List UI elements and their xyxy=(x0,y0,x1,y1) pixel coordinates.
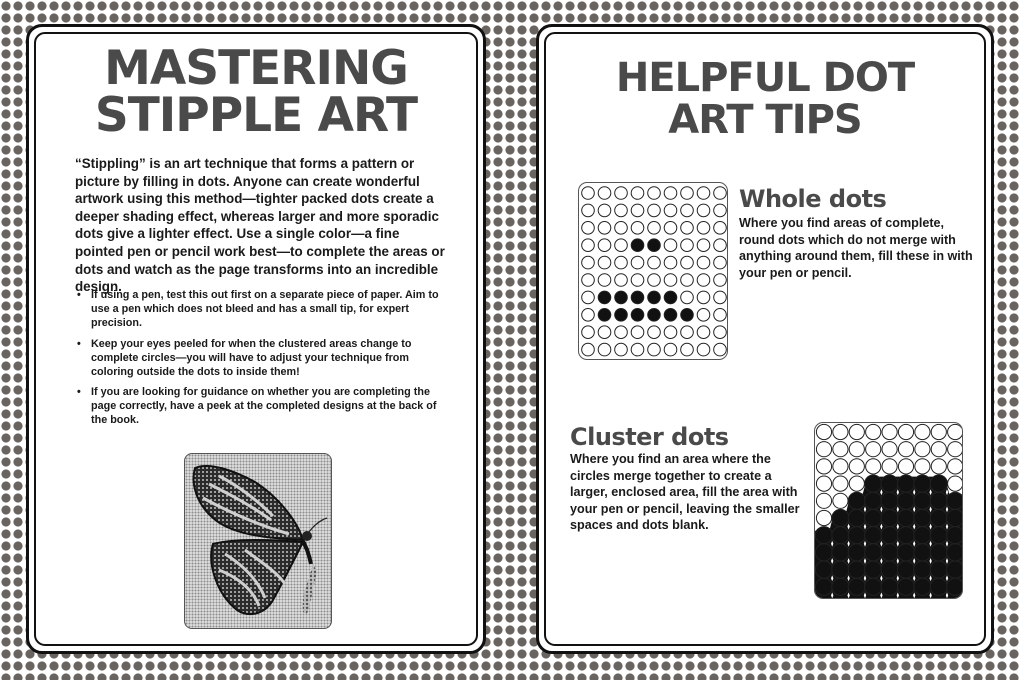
dot xyxy=(615,291,628,304)
dot xyxy=(615,187,628,200)
title-line: STIPPLE ART xyxy=(94,88,418,143)
dot xyxy=(849,459,864,474)
dot xyxy=(615,326,628,339)
dot xyxy=(648,222,661,235)
dot xyxy=(714,309,727,322)
cluster-dots-example-icon xyxy=(814,422,963,599)
dot xyxy=(816,442,831,457)
dot xyxy=(947,578,963,595)
dot xyxy=(833,442,848,457)
dot xyxy=(897,578,914,595)
dot xyxy=(648,256,661,269)
dot xyxy=(914,475,931,492)
dot xyxy=(714,222,727,235)
butterfly-stipple-icon xyxy=(184,453,332,629)
dot xyxy=(664,204,677,217)
dot xyxy=(930,578,947,595)
dot xyxy=(582,326,595,339)
dot xyxy=(865,475,882,492)
title-line: ART TIPS xyxy=(668,97,862,143)
dot xyxy=(664,309,677,322)
dot xyxy=(648,204,661,217)
whole-dots-example-icon xyxy=(578,182,728,360)
dot xyxy=(815,527,832,544)
dot xyxy=(848,527,865,544)
dot xyxy=(681,326,694,339)
dot xyxy=(681,187,694,200)
dot xyxy=(631,343,644,356)
dot xyxy=(615,343,628,356)
dot xyxy=(582,222,595,235)
title-line: HELPFUL DOT xyxy=(615,55,915,101)
dot xyxy=(681,239,694,252)
dot xyxy=(631,187,644,200)
dot xyxy=(948,442,963,457)
dot xyxy=(598,343,611,356)
dot xyxy=(598,309,611,322)
dot xyxy=(881,475,898,492)
dot xyxy=(915,424,930,439)
dot xyxy=(930,475,947,492)
dot xyxy=(849,442,864,457)
dot xyxy=(848,509,865,526)
dot xyxy=(832,561,849,578)
dot xyxy=(631,326,644,339)
dot xyxy=(897,475,914,492)
dot xyxy=(631,309,644,322)
dot xyxy=(648,326,661,339)
dot xyxy=(914,509,931,526)
dot xyxy=(631,204,644,217)
dot xyxy=(697,256,710,269)
dot xyxy=(664,274,677,287)
page-title xyxy=(539,57,991,141)
dot xyxy=(714,326,727,339)
dot xyxy=(865,509,882,526)
dot xyxy=(832,544,849,561)
dot xyxy=(898,442,913,457)
dot xyxy=(615,256,628,269)
dot xyxy=(930,527,947,544)
dot xyxy=(681,256,694,269)
dot xyxy=(815,561,832,578)
dot xyxy=(881,509,898,526)
dot xyxy=(832,527,849,544)
dot xyxy=(881,578,898,595)
dot xyxy=(947,527,963,544)
dot xyxy=(664,343,677,356)
dot xyxy=(631,256,644,269)
dot xyxy=(664,291,677,304)
dot xyxy=(714,256,727,269)
dot xyxy=(915,459,930,474)
dot xyxy=(681,291,694,304)
tip-item: • If you are looking for guidance on whether you are completing the page correctly, have a peek at the completed designs at the back of the book. xyxy=(75,386,441,428)
dot xyxy=(930,509,947,526)
dot xyxy=(897,544,914,561)
gap-mark xyxy=(962,575,963,581)
dot xyxy=(948,424,963,439)
dot xyxy=(714,274,727,287)
dot xyxy=(648,239,661,252)
dot xyxy=(664,187,677,200)
dot xyxy=(930,544,947,561)
dot xyxy=(598,256,611,269)
dot xyxy=(931,424,946,439)
intro-paragraph: “Stippling” is an art technique that forms a pattern or picture by filling in dots. Anyone can create wonderful artwork using this method—tighter packed dots create a deeper shading effect, whereas larger and more sporadic dots give a lighter effect. Use a single color—a fine pointed pen or pencil work best—to complete the areas or dots and watch as the page transforms into an incredible design. xyxy=(75,156,445,295)
dot xyxy=(930,492,947,509)
dot xyxy=(866,442,881,457)
dot xyxy=(714,291,727,304)
right-page xyxy=(536,24,994,654)
dot xyxy=(815,578,832,595)
dot xyxy=(931,459,946,474)
gap-mark xyxy=(962,592,963,598)
dot xyxy=(897,527,914,544)
dot xyxy=(849,476,864,491)
dot xyxy=(631,222,644,235)
dot xyxy=(848,578,865,595)
cluster-dots-heading: Cluster dots xyxy=(570,423,729,451)
dot xyxy=(833,459,848,474)
dot xyxy=(598,204,611,217)
dot xyxy=(615,239,628,252)
dot xyxy=(598,222,611,235)
dot xyxy=(631,274,644,287)
dot xyxy=(816,459,831,474)
dot xyxy=(865,527,882,544)
dot xyxy=(664,222,677,235)
dot xyxy=(833,476,848,491)
dot xyxy=(697,343,710,356)
dot xyxy=(582,256,595,269)
whole-dots-text: Where you find areas of complete, round dots which do not merge with anything around them, fill these in with your pen or pencil. xyxy=(739,216,973,280)
dot xyxy=(697,274,710,287)
dot xyxy=(948,476,963,491)
dot xyxy=(832,578,849,595)
dot xyxy=(898,424,913,439)
dot xyxy=(897,509,914,526)
dot xyxy=(948,459,963,474)
dot xyxy=(615,274,628,287)
dot xyxy=(598,187,611,200)
dot xyxy=(681,222,694,235)
dot xyxy=(681,274,694,287)
dot xyxy=(714,187,727,200)
dot xyxy=(648,343,661,356)
dot xyxy=(914,492,931,509)
dot xyxy=(947,561,963,578)
dot xyxy=(664,256,677,269)
dot xyxy=(914,578,931,595)
dot xyxy=(848,561,865,578)
dot xyxy=(582,291,595,304)
dot xyxy=(631,239,644,252)
dot xyxy=(897,492,914,509)
gap-mark xyxy=(962,524,963,530)
dot xyxy=(714,204,727,217)
tip-item: • If using a pen, test this out first on a separate piece of paper. Aim to use a pen which does not bleed and has a small tip, for expert precision. xyxy=(75,289,441,331)
dot xyxy=(833,493,848,508)
dot xyxy=(697,187,710,200)
left-page xyxy=(26,24,486,654)
dot xyxy=(582,204,595,217)
dot xyxy=(881,492,898,509)
dot xyxy=(915,442,930,457)
dot xyxy=(582,343,595,356)
dot xyxy=(598,274,611,287)
dot xyxy=(631,291,644,304)
dot xyxy=(897,561,914,578)
dot xyxy=(615,222,628,235)
dot xyxy=(648,187,661,200)
dot xyxy=(664,239,677,252)
dot xyxy=(898,459,913,474)
dot xyxy=(816,424,831,439)
dot xyxy=(947,492,963,509)
dot xyxy=(714,343,727,356)
dot xyxy=(697,204,710,217)
dot xyxy=(865,492,882,509)
dot xyxy=(881,544,898,561)
dot xyxy=(648,291,661,304)
dot xyxy=(882,442,897,457)
dot xyxy=(914,561,931,578)
dot xyxy=(815,544,832,561)
dot xyxy=(615,204,628,217)
dot xyxy=(816,476,831,491)
dot xyxy=(848,544,865,561)
dot xyxy=(582,309,595,322)
dot xyxy=(865,544,882,561)
dot xyxy=(615,309,628,322)
dot xyxy=(664,326,677,339)
tips-list xyxy=(75,289,441,435)
dot xyxy=(881,561,898,578)
dot xyxy=(881,527,898,544)
dot xyxy=(648,309,661,322)
dot xyxy=(930,561,947,578)
dot xyxy=(816,510,831,525)
gap-mark xyxy=(962,541,963,547)
dot xyxy=(681,204,694,217)
dot xyxy=(681,343,694,356)
dot xyxy=(833,424,848,439)
dot xyxy=(697,309,710,322)
dot xyxy=(697,239,710,252)
whole-dots-heading: Whole dots xyxy=(739,185,887,213)
dot xyxy=(849,424,864,439)
dot xyxy=(697,291,710,304)
dot xyxy=(882,424,897,439)
dot xyxy=(947,509,963,526)
title-line: MASTERING xyxy=(104,41,408,96)
dot xyxy=(832,509,849,526)
dot xyxy=(598,326,611,339)
dot xyxy=(816,493,831,508)
dot xyxy=(582,274,595,287)
cluster-dots-text: Where you find an area where the circles merge together to create a larger, enclosed area, fill the area with your pen or pencil, leaving the smaller spaces and dots blank. xyxy=(570,452,800,533)
dot xyxy=(882,459,897,474)
dot xyxy=(865,561,882,578)
gap-mark xyxy=(962,506,963,512)
dot xyxy=(582,239,595,252)
dot xyxy=(848,492,865,509)
dot xyxy=(697,326,710,339)
dot xyxy=(914,544,931,561)
page-title xyxy=(29,41,483,143)
dot xyxy=(598,291,611,304)
gap-mark xyxy=(962,558,963,564)
dot xyxy=(866,459,881,474)
dot xyxy=(947,544,963,561)
dot xyxy=(866,424,881,439)
dot xyxy=(648,274,661,287)
dot xyxy=(582,187,595,200)
dot xyxy=(914,527,931,544)
dot xyxy=(931,442,946,457)
dot xyxy=(714,239,727,252)
dot xyxy=(865,578,882,595)
dot xyxy=(598,239,611,252)
dot xyxy=(697,222,710,235)
dot xyxy=(681,309,694,322)
tip-item: • Keep your eyes peeled for when the clustered areas change to complete circles—you will have to adjust your technique from coloring outside the dots to inside them! xyxy=(75,338,441,380)
